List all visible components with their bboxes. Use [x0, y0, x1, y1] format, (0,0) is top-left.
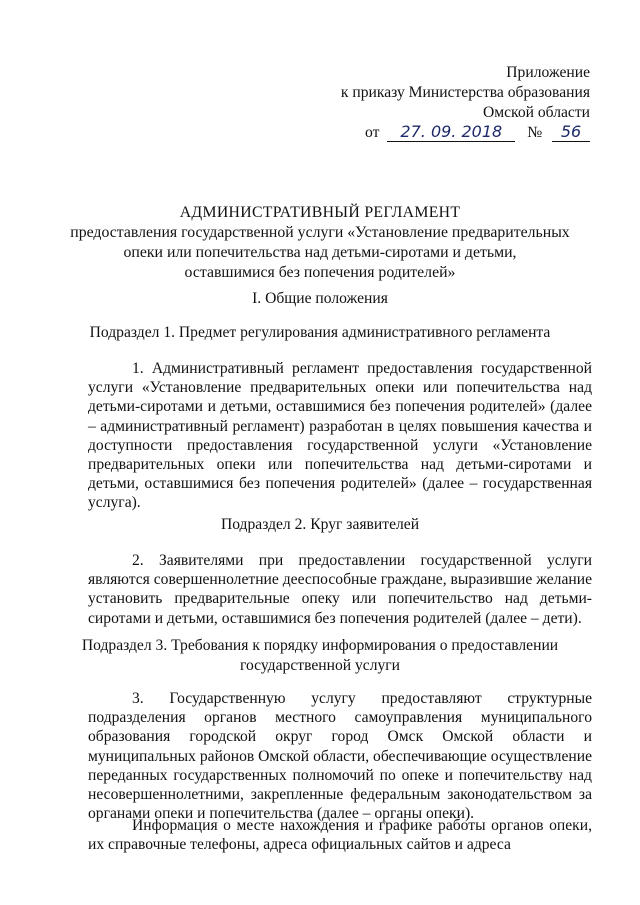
paragraph-2 — [88, 551, 592, 628]
title-line-3: оставшимися без попечения родителей» — [184, 264, 456, 281]
order-date-number-line — [341, 123, 590, 143]
document-title — [0, 203, 640, 283]
paragraph-2-text: 2. Заявителями при предоставлении государственной услуги являются совершеннолетние дееспособные граждане, выразившие желание установить предварительные опеку или попечительство над детьми-сиротами и детьми, оставшимися без попечения родителей (далее – дети). — [88, 552, 592, 627]
subsection-3-heading-line-1: Подраздел 3. Требования к порядку информирования о предоставлении — [81, 637, 559, 654]
paragraph-1 — [88, 359, 592, 513]
number-label: № — [527, 124, 543, 141]
paragraph-3-text: 3. Государственную услугу предоставляют структурные подразделения органов местного самоуправления муниципального образования городской округ город Омск Омской области и муниципальных районов Омской области, обеспечивающие осуществление переданных государственных полномочий по опеке и попечительству над несовершеннолетними, закрепленные федеральным законодательством за органами опеки и попечительства (далее – органы опеки). — [88, 690, 592, 823]
appendix-label: Приложение — [506, 64, 590, 81]
order-date-handwritten: 27. 09. 2018 — [400, 122, 503, 141]
subsection-2-heading: Подраздел 2. Круг заявителей — [220, 516, 420, 533]
subsection-3-heading-line-2: государственной услуги — [239, 657, 401, 674]
paragraph-4 — [88, 816, 592, 854]
order-number-handwritten: 56 — [560, 122, 582, 141]
paragraph-3 — [88, 689, 592, 823]
from-label: от — [364, 124, 380, 141]
section-1-heading: I. Общие положения — [252, 290, 388, 307]
subsection-3-heading — [0, 636, 640, 676]
appendix-region: Омской области — [482, 104, 590, 121]
order-number-field — [552, 123, 590, 142]
paragraph-1-text: 1. Административный регламент предоставления государственной услуги «Установление предварительных опеки или попечительства над детьми-сиротами и детьми, оставшимися без попечения родителей» (далее – административный регламент) разработан в целях повышения качества и доступности предоставления государственной услуги «Установление предварительных опеки или попечительства над детьми-сиротами и детьми, оставшимися без попечения родителей» (далее – государственная услуга). — [88, 360, 592, 512]
order-date-field — [387, 123, 515, 142]
appendix-block — [341, 63, 590, 143]
paragraph-4-text: Информация о месте нахождения и графике работы органов опеки, их справочные телефоны, адреса официальных сайтов и адреса — [88, 817, 592, 854]
appendix-order-ref: к приказу Министерства образования — [340, 84, 590, 101]
title-line-2: опеки или попечительства над детьми-сиротами и детьми, — [123, 244, 517, 261]
title-line-1: предоставления государственной услуги «Установление предварительных — [70, 224, 570, 241]
title-main: АДМИНИСТРАТИВНЫЙ РЕГЛАМЕНТ — [179, 204, 461, 221]
subsection-1-heading: Подраздел 1. Предмет регулирования административного регламента — [89, 324, 551, 341]
